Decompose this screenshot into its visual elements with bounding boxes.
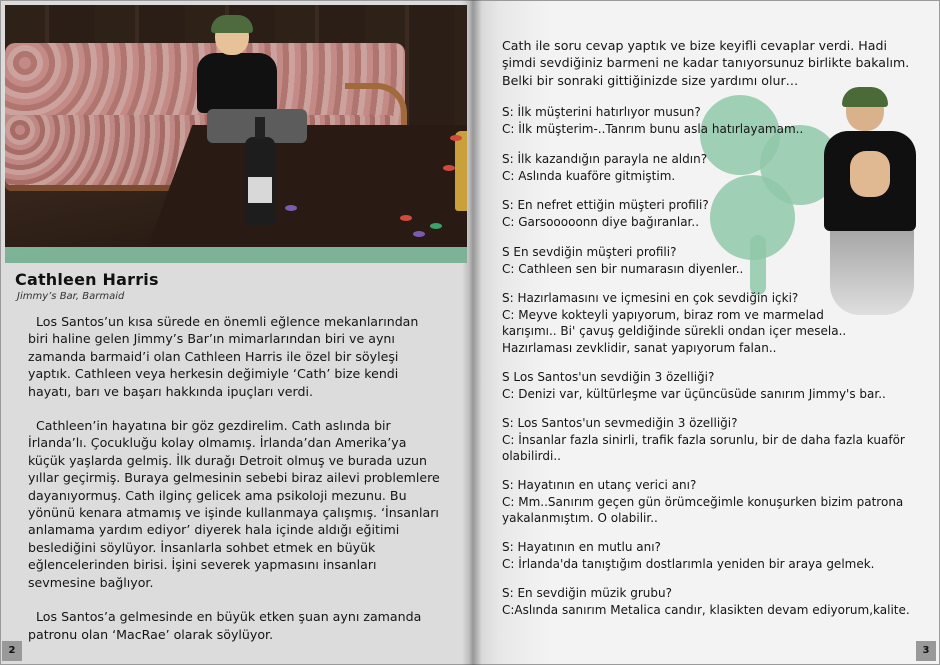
question: S En sevdiğin müşteri profili? — [502, 245, 677, 259]
question: S: Hazırlamasını ve içmesini en çok sevdiğin içki? — [502, 291, 799, 305]
article-paragraph: Los Santos’un kısa sürede en önemli eğlence mekanlarından biri haline gelen Jimmy’s Bar’ın mimarlarından biri ve aynı zamanda barmaid’i olan Cathleen Harris ile özel bir söyleşi yaptık. Cathleen veya herkesin değimiyle ‘Cath’ bize kendi hayatı, barı ve başarı hakkında ipuçları verdi. — [28, 314, 419, 399]
article-paragraph: Los Santos’a gelmesinde en büyük etken şuan aynı zamanda patronu olan ‘MacRae’ olarak söylüyor. — [28, 609, 422, 642]
poker-chip — [285, 205, 297, 211]
bottle — [245, 137, 275, 225]
poker-chip — [443, 165, 455, 171]
answer: C: Denizi var, kültürleşme var üçüncüsüde sanırım Jimmy's bar.. — [502, 386, 886, 401]
page-number-right: 3 — [916, 641, 936, 661]
qa-item — [502, 197, 922, 230]
qa-item — [502, 477, 922, 527]
answer: C: Mm..Sanırım geçen gün örümceğimle konuşurken bizim patrona yakalanmıştım. O olabilir.. — [502, 494, 904, 525]
qa-item — [502, 151, 922, 184]
bar-photo — [5, 5, 467, 263]
poker-chip — [413, 231, 425, 237]
question: S: Los Santos'un sevmediğin 3 özelliği? — [502, 416, 738, 430]
interviewee-name: Cathleen Harris — [15, 270, 159, 289]
qa-item — [502, 585, 922, 618]
answer: C: Cathleen sen bir numarasın diyenler.. — [502, 261, 744, 276]
interviewee-role: Jimmy’s Bar, Barmaid — [17, 291, 125, 302]
qa-item — [502, 415, 922, 465]
poker-chip — [450, 135, 462, 141]
answer: C: İlk müşterim-..Tanrım bunu asla hatırlayamam.. — [502, 121, 804, 136]
answer: C:Aslında sanırım Metalica candır, klasikten devam ediyorum,kalite. — [502, 602, 910, 617]
seated-person — [197, 17, 287, 147]
interview-intro: Cath ile soru cevap yaptık ve bize keyifli cevaplar verdi. Hadi şimdi sevdiğiniz barmeni ne kadar tanıyorsunuz birlikte bakalım. Belki bir sonraki gittiğinizde size yardımı olur… — [502, 38, 910, 88]
photo-accent-strip — [5, 247, 467, 263]
article-paragraph: Cathleen’in hayatına bir göz gezdirelim. Cath aslında bir İrlanda’lı. Çocukluğu kolay olmamış. İrlanda’dan Amerika’ya küçük yaşlarda gelmiş. İlk durağı Detroit olmuş ve burada uzun yıllar geçirmiş. Buraya gelmesinin sebebi biraz ailevi problemlere dayanıyormuş. Cath ilginç gelicek ama psikoloji mezunu. Bu yönünü kenara atmamış ve işinde kullanmaya çalışmış. ‘İnsanları anlamama yardım ediyor’ diyerek hala içinde aldığı eğitimi beslediğini söylüyor. İnsanlarla sohbet etmek en büyük eğlencelerinden birisi. İşini severek yapmasını insanları sevmesine bağlıyor. — [28, 418, 440, 590]
page-number-left: 2 — [2, 641, 22, 661]
qa-item — [502, 539, 922, 572]
bottle — [455, 131, 467, 211]
question: S: Hayatının en mutlu anı? — [502, 540, 661, 554]
question: S: İlk müşterini hatırlıyor musun? — [502, 105, 701, 119]
answer: C: İrlanda'da tanıştığım dostlarımla yeniden bir araya gelmek. — [502, 556, 875, 571]
answer: C: Aslında kuaföre gitmiştim. — [502, 168, 676, 183]
question: S: İlk kazandığın parayla ne aldın? — [502, 152, 708, 166]
answer: C: Meyve kokteyli yapıyorum, biraz rom ve marmelad karışımı.. Bi' çavuş geldiğinde sürekli ondan içer mesela.. Hazırlaması zevklidir, sanat yapıyorum falan.. — [502, 307, 847, 355]
bar-table — [138, 125, 467, 263]
answer: C: Garsooooonn diye bağıranlar.. — [502, 214, 700, 229]
answer: C: İnsanlar fazla sinirli, trafik fazla sorunlu, bir de daha fazla kuaför olabilirdi.. — [502, 432, 905, 463]
qa-item — [502, 369, 922, 402]
poker-chip — [400, 215, 412, 221]
question: S: En sevdiğin müzik grubu? — [502, 586, 672, 600]
article-body — [28, 313, 440, 660]
question: S: En nefret ettiğin müşteri profili? — [502, 198, 709, 212]
question: S Los Santos'un sevdiğin 3 özelliği? — [502, 370, 715, 384]
qa-item — [502, 244, 922, 277]
qa-item — [502, 104, 922, 137]
poker-chip — [430, 223, 442, 229]
qa-item — [502, 290, 882, 356]
question: S: Hayatının en utanç verici anı? — [502, 478, 697, 492]
